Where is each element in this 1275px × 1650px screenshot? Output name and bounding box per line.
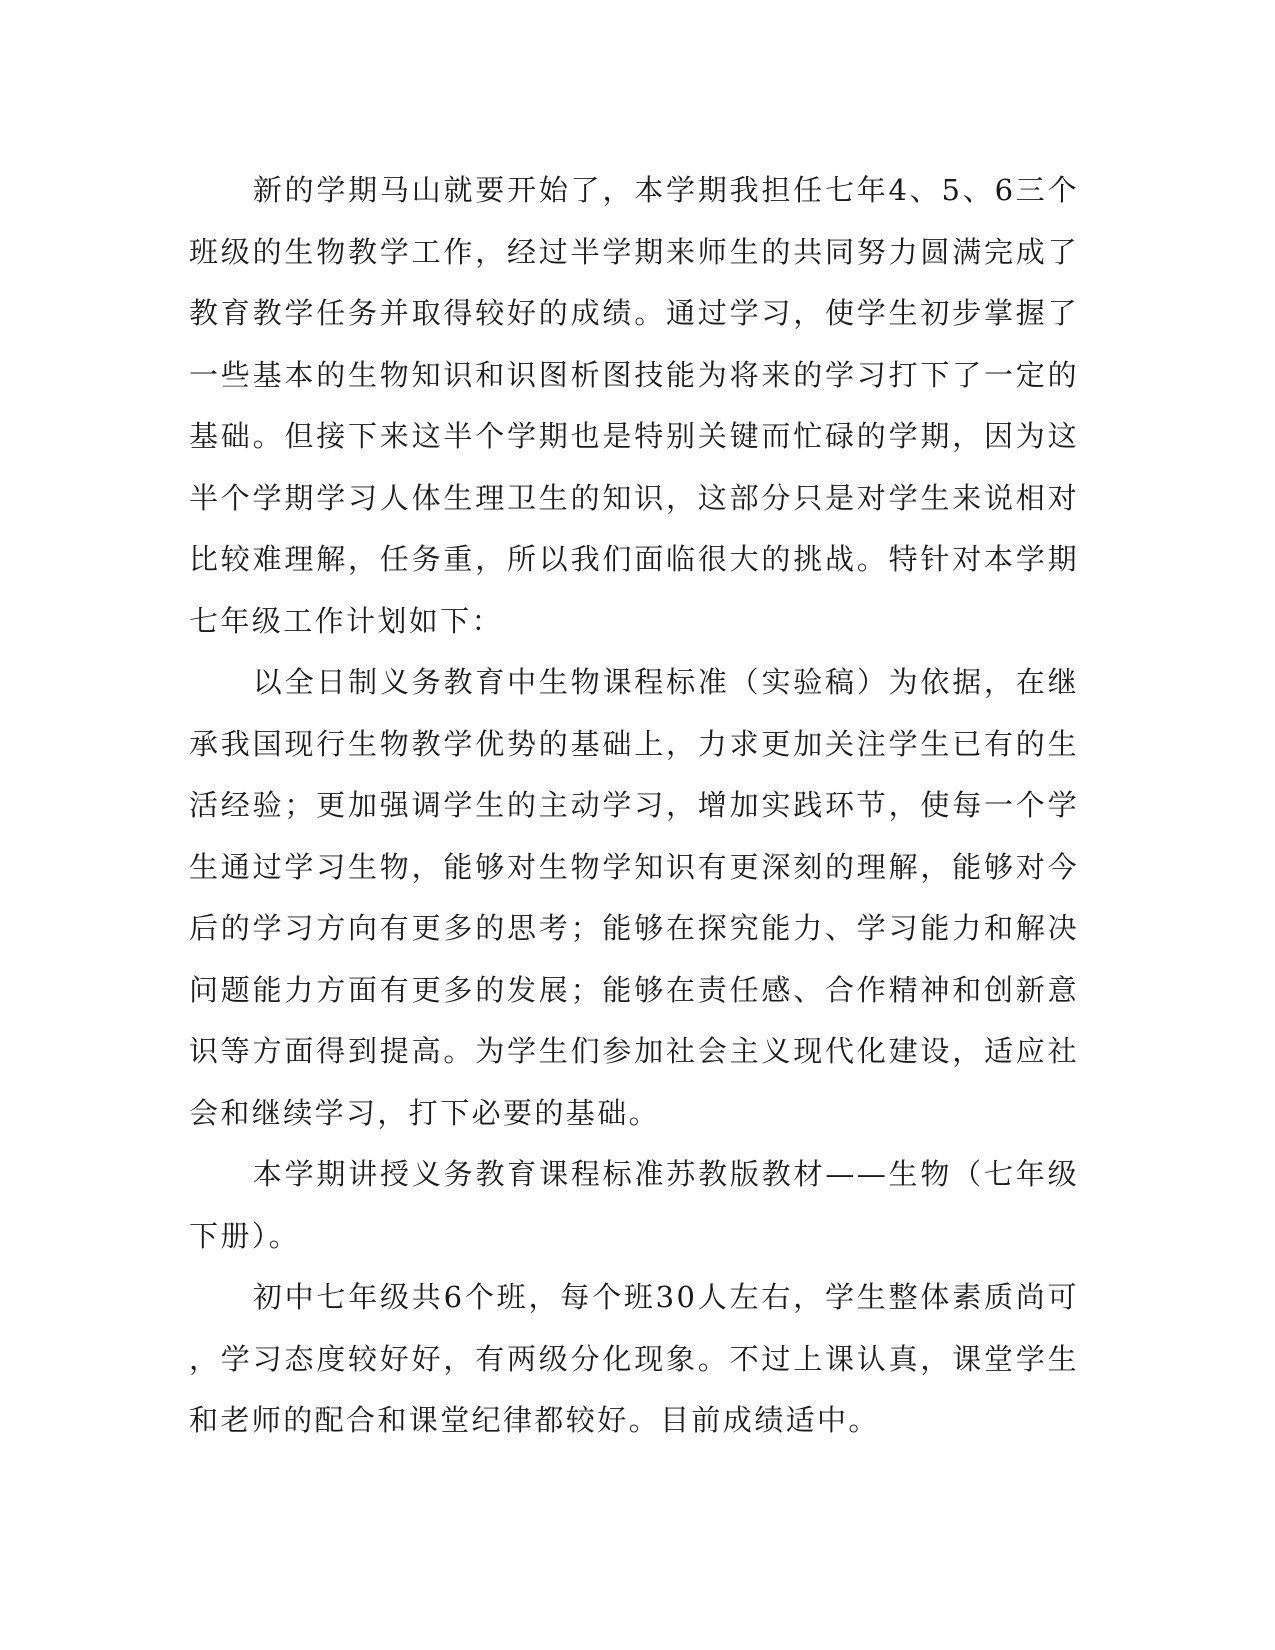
paragraph-class-situation: 初中七年级共6个班，每个班30人左右，学生整体素质尚可，学习态度较好好，有两级分化现象。不过上课认真，课堂学生和老师的配合和课堂纪律都较好。目前成绩适中。 <box>189 1280 1079 1437</box>
paragraph-textbook: 本学期讲授义务教育课程标准苏教版教材——生物（七年级下册）。 <box>189 1157 1079 1253</box>
paragraph-guiding-principle: 以全日制义务教育中生物课程标准（实验稿）为依据，在继承我国现行生物教学优势的基础上，力求更加关注学生已有的生活经验；更加强调学生的主动学习，增加实践环节，使每一个学生通过学习生物，能够对生物学知识有更深刻的理解，能够对今后的学习方向有更多的思考；能够在探究能力、学习能力和解决问题能力方面有更多的发展；能够在责任感、合作精神和创新意识等方面得到提高。为学生们参加社会主义现代化建设，适应社会和继续学习，打下必要的基础。 <box>189 665 1079 1130</box>
paragraph-intro: 新的学期马山就要开始了，本学期我担任七年4、5、6三个班级的生物教学工作，经过半学期来师生的共同努力圆满完成了教育教学任务并取得较好的成绩。通过学习，使学生初步掌握了一些基本的生物知识和识图析图技能为将来的学习打下了一定的基础。但接下来这半个学期也是特别关键而忙碌的学期，因为这半个学期学习人体生理卫生的知识，这部分只是对学生来说相对比较难理解，任务重，所以我们面临很大的挑战。特针对本学期七年级工作计划如下： <box>189 173 1079 638</box>
document-body <box>189 160 1079 1452</box>
